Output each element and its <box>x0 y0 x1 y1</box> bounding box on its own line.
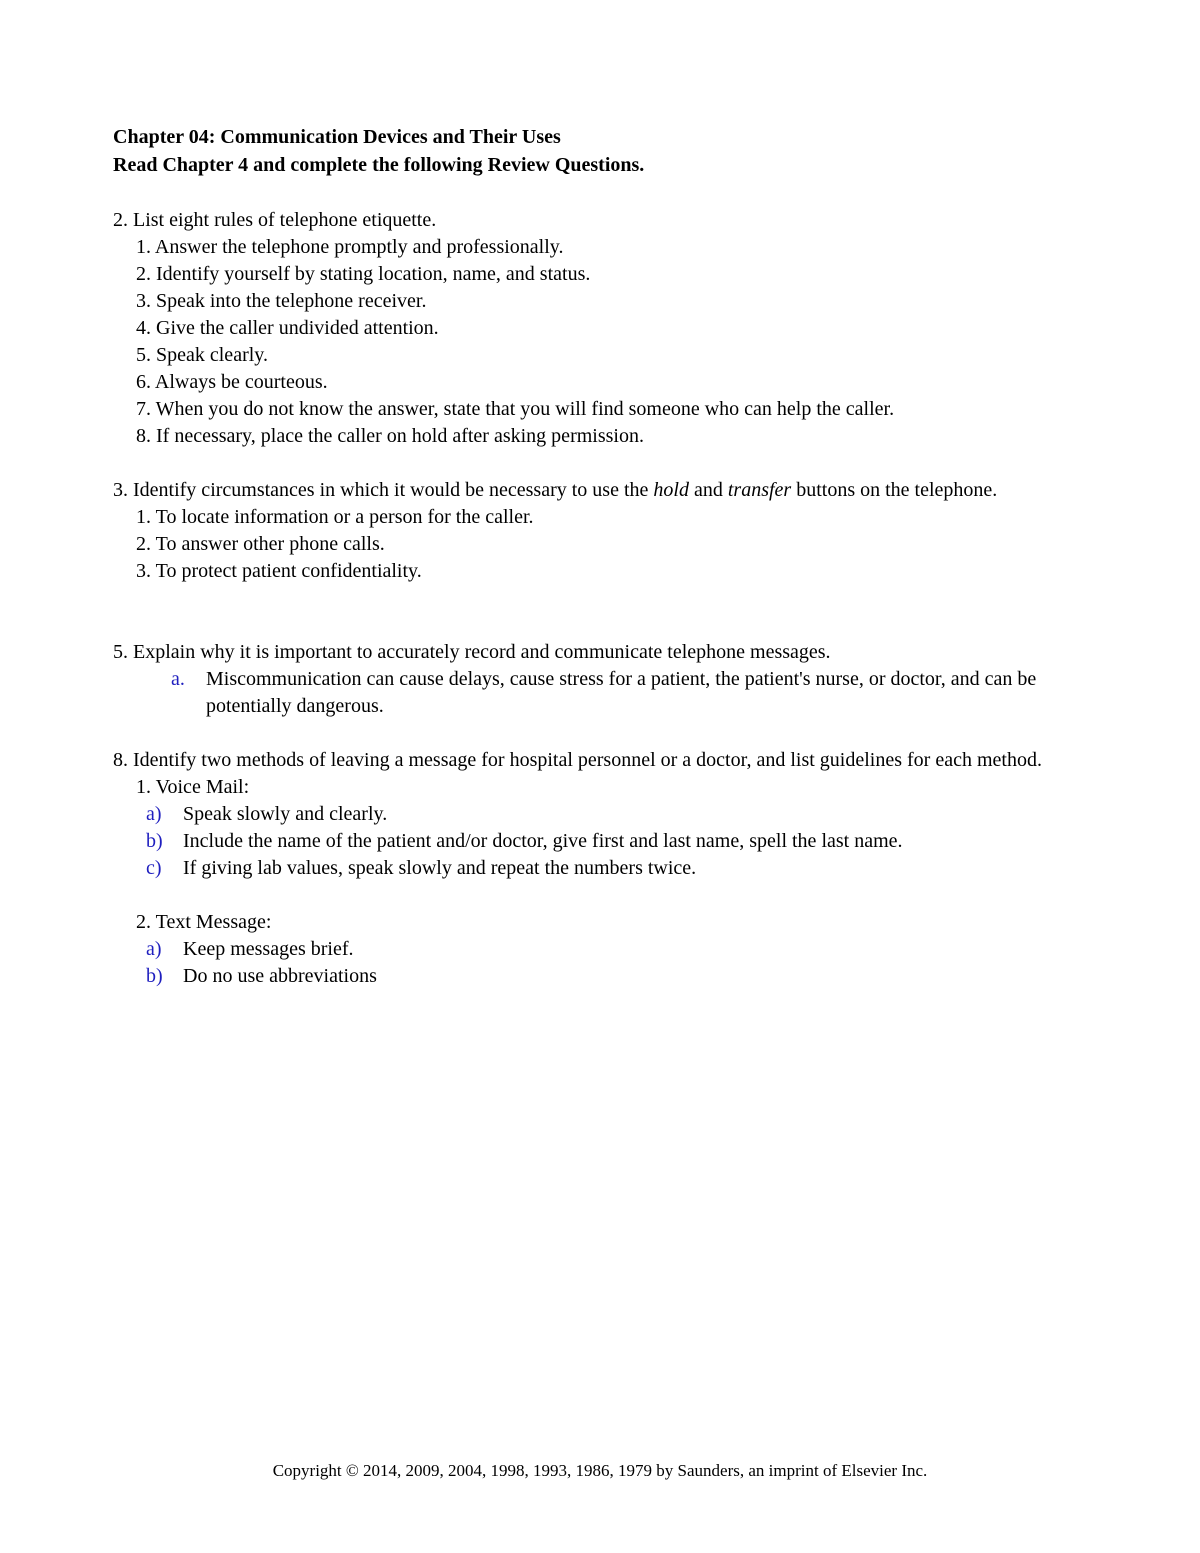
question-5-prompt: 5. Explain why it is important to accurately record and communicate telephone messages. <box>113 641 831 663</box>
question-3-prompt-and: and <box>688 479 728 501</box>
method-voice-mail <box>113 774 1093 882</box>
method-label: 2. Text Message: <box>136 911 272 933</box>
spacer <box>113 720 1093 747</box>
question-2 <box>113 207 1093 450</box>
list-item <box>113 828 1093 855</box>
question-2-answers <box>113 234 1093 450</box>
list-item: 2. To answer other phone calls. <box>136 533 385 555</box>
list-item <box>113 855 1093 882</box>
list-item-text: Speak slowly and clearly. <box>183 803 388 825</box>
list-marker: c) <box>146 857 162 879</box>
question-3-prompt-end: buttons on the telephone. <box>791 479 998 501</box>
list-item <box>113 666 1093 720</box>
question-5-answers <box>113 666 1093 720</box>
method-guidelines <box>113 936 1093 990</box>
list-item-text: Keep messages brief. <box>183 938 354 960</box>
list-item: 1. Answer the telephone promptly and professionally. <box>136 236 564 258</box>
question-3-prompt <box>113 477 1093 504</box>
question-8 <box>113 747 1093 990</box>
list-item-text: Do no use abbreviations <box>183 965 377 987</box>
list-item: 3. Speak into the telephone receiver. <box>136 290 427 312</box>
list-marker: a. <box>171 668 185 690</box>
list-item <box>113 936 1093 963</box>
list-item-text: If giving lab values, speak slowly and repeat the numbers twice. <box>183 857 697 879</box>
list-item: 5. Speak clearly. <box>136 344 268 366</box>
spacer <box>113 882 1093 909</box>
question-8-prompt: 8. Identify two methods of leaving a message for hospital personnel or a doctor, and list guidelines for each method. <box>113 749 1042 771</box>
method-text-message <box>113 909 1093 990</box>
question-3 <box>113 477 1093 585</box>
method-guidelines <box>113 801 1093 882</box>
list-item: 2. Identify yourself by stating location, name, and status. <box>136 263 591 285</box>
question-2-prompt: 2. List eight rules of telephone etiquette. <box>113 209 437 231</box>
chapter-title: Chapter 04: Communication Devices and Their Uses <box>113 126 561 148</box>
list-item-text: Miscommunication can cause delays, cause stress for a patient, the patient's nurse, or doctor, and can be potentially dangerous. <box>206 668 1037 717</box>
list-item: 7. When you do not know the answer, state that you will find someone who can help the caller. <box>136 398 895 420</box>
hold-term: hold <box>653 479 689 501</box>
instructions-line: Read Chapter 4 and complete the following Review Questions. <box>113 154 645 176</box>
list-item <box>113 963 1093 990</box>
list-item: 3. To protect patient confidentiality. <box>136 560 422 582</box>
document-body <box>113 123 1093 990</box>
list-item-text: Include the name of the patient and/or doctor, give first and last name, spell the last name. <box>183 830 903 852</box>
list-item: 4. Give the caller undivided attention. <box>136 317 439 339</box>
list-marker: b) <box>146 965 163 987</box>
list-marker: a) <box>146 803 162 825</box>
question-3-answers <box>113 504 1093 585</box>
list-marker: a) <box>146 938 162 960</box>
list-item: 6. Always be courteous. <box>136 371 328 393</box>
method-label: 1. Voice Mail: <box>136 776 250 798</box>
spacer <box>113 585 1093 639</box>
copyright-footer: Copyright © 2014, 2009, 2004, 1998, 1993, 1986, 1979 by Saunders, an imprint of Elsevier Inc. <box>272 1461 928 1480</box>
spacer <box>113 450 1093 477</box>
transfer-term: transfer <box>727 479 792 501</box>
question-5 <box>113 639 1093 720</box>
list-item <box>113 801 1093 828</box>
list-item: 1. To locate information or a person for the caller. <box>136 506 534 528</box>
list-item: 8. If necessary, place the caller on hold after asking permission. <box>136 425 644 447</box>
question-3-prompt-start: 3. Identify circumstances in which it would be necessary to use the <box>113 479 654 501</box>
document-heading <box>113 123 1093 179</box>
list-marker: b) <box>146 830 163 852</box>
